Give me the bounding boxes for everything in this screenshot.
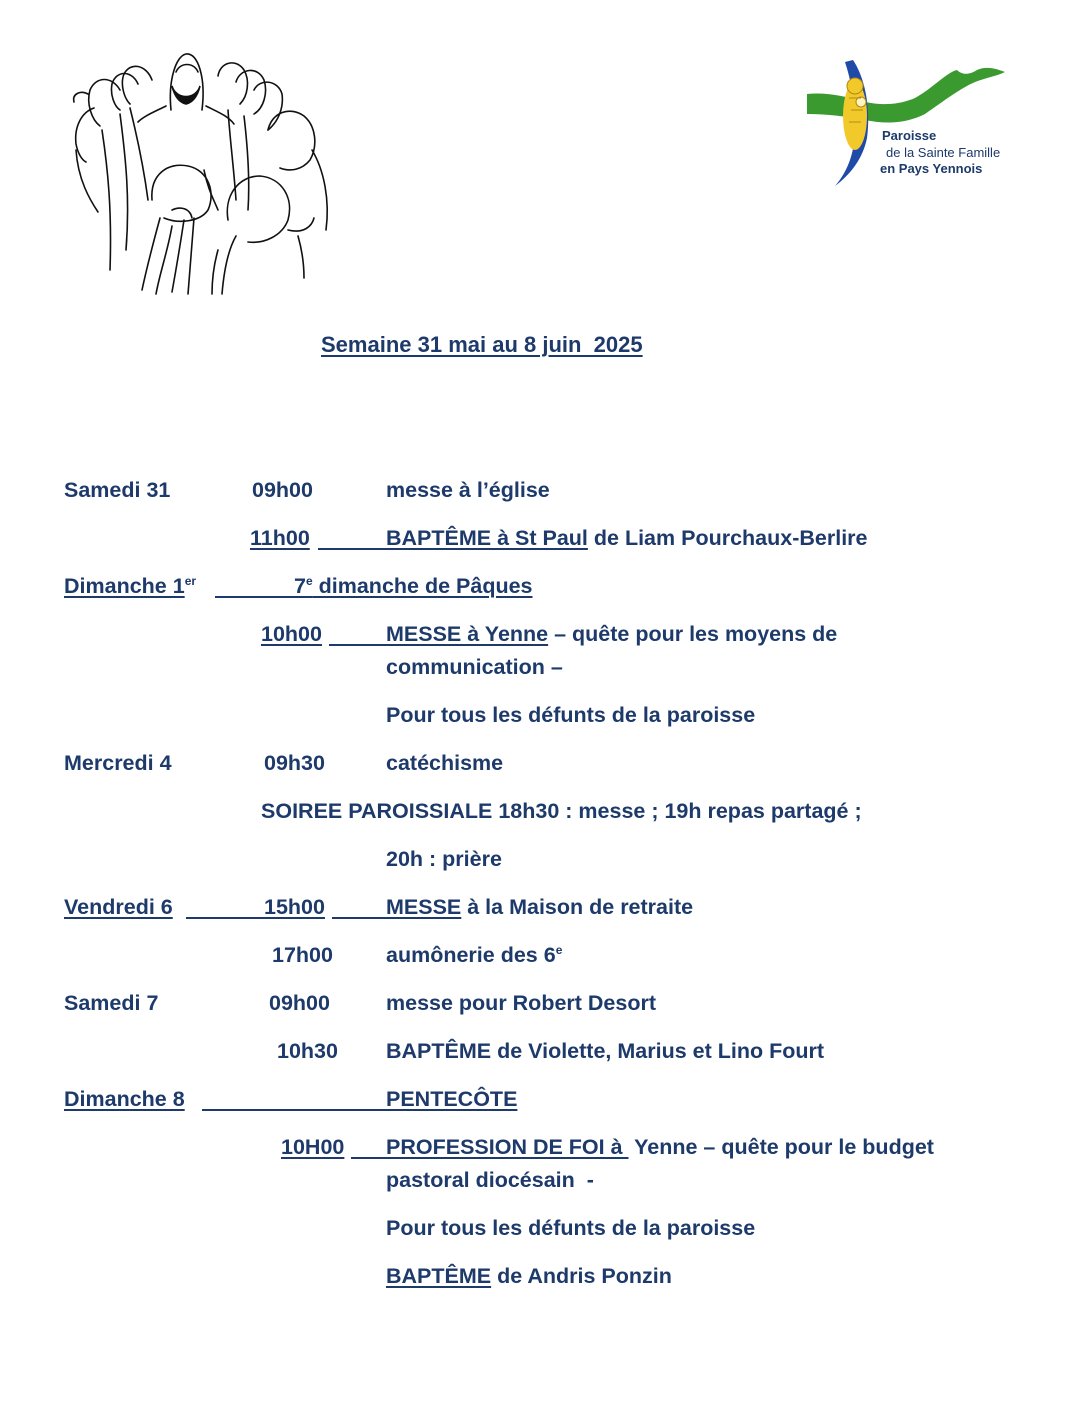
underline-rule bbox=[329, 644, 386, 646]
underline-rule bbox=[332, 917, 386, 919]
day-label-vendredi-6: Vendredi 6 bbox=[64, 895, 173, 919]
logo-line-1: Paroisse bbox=[882, 128, 937, 143]
jesus-with-disciples-drawing-icon bbox=[68, 50, 333, 295]
dim8-liturgical-title: PENTECÔTE bbox=[386, 1087, 518, 1111]
day-label-dimanche-8: Dimanche 8 bbox=[64, 1087, 185, 1111]
day-label-mercredi-4: Mercredi 4 bbox=[64, 751, 172, 775]
event-dim1-1-line2: communication – bbox=[386, 655, 563, 679]
event-dim1-1 bbox=[386, 621, 837, 647]
dim1-title-sup: e bbox=[305, 573, 313, 588]
time-ven6-2: 17h00 bbox=[272, 943, 333, 967]
event-dim1-1-rest: – quête pour les moyens de bbox=[548, 622, 838, 646]
parish-logo-text bbox=[882, 128, 1000, 178]
event-dim8-1-line3: Pour tous les défunts de la paroisse bbox=[386, 1216, 756, 1240]
event-dim1-1-underlined: MESSE à Yenne bbox=[386, 622, 549, 646]
event-dim8-2-rest: de Andris Ponzin bbox=[491, 1264, 672, 1288]
event-sam31-1: messe à l’église bbox=[386, 478, 550, 502]
time-ven6-1: 15h00 bbox=[264, 895, 325, 919]
dim1-liturgical-title bbox=[294, 573, 533, 599]
event-dim8-1-rest: Yenne – quête pour le budget bbox=[628, 1135, 934, 1159]
time-sam31-1: 09h00 bbox=[252, 478, 313, 502]
event-sam31-2-rest: de Liam Pourchaux-Berlire bbox=[587, 526, 868, 550]
event-dim8-2-underlined: BAPTÊME bbox=[386, 1264, 492, 1288]
event-ven6-2-sup: e bbox=[555, 942, 563, 957]
logo-line-3: en Pays Yennois bbox=[880, 161, 983, 176]
event-ven6-2 bbox=[386, 942, 562, 968]
event-sam31-2 bbox=[386, 525, 868, 551]
time-dim8-1: 10H00 bbox=[281, 1135, 345, 1159]
logo-line-2: de la Sainte Famille bbox=[886, 144, 1001, 160]
time-dim1-1: 10h00 bbox=[261, 622, 322, 646]
dim1-title-pre: 7 bbox=[294, 574, 306, 598]
event-dim1-1-line3: Pour tous les défunts de la paroisse bbox=[386, 703, 756, 727]
time-sam7-2: 10h30 bbox=[277, 1039, 338, 1063]
underline-rule bbox=[215, 596, 295, 598]
underline-rule bbox=[202, 1109, 386, 1111]
event-dim8-1-line2: pastoral diocésain - bbox=[386, 1168, 594, 1192]
day-label-dimanche-1 bbox=[64, 573, 196, 599]
event-mer4-1: catéchisme bbox=[386, 751, 504, 775]
event-ven6-1-rest: à la Maison de retraite bbox=[461, 895, 694, 919]
day-label-samedi-31: Samedi 31 bbox=[64, 478, 171, 502]
dim1-title-post: dimanche de Pâques bbox=[312, 574, 533, 598]
event-sam7-2: BAPTÊME de Violette, Marius et Lino Fourt bbox=[386, 1039, 824, 1063]
event-mer4-2-line2: 20h : prière bbox=[386, 847, 502, 871]
time-sam31-2: 11h00 bbox=[250, 526, 310, 550]
time-sam7-1: 09h00 bbox=[269, 991, 330, 1015]
underline-rule bbox=[186, 917, 264, 919]
event-dim8-2 bbox=[386, 1263, 672, 1289]
event-dim8-1-underlined: PROFESSION DE FOI à bbox=[386, 1135, 629, 1159]
event-mer4-2: SOIREE PAROISSIALE 18h30 : messe ; 19h repas partagé ; bbox=[261, 799, 862, 823]
page-title: Semaine 31 mai au 8 juin 2025 bbox=[321, 332, 643, 357]
underline-rule bbox=[318, 548, 386, 550]
day-label-samedi-7: Samedi 7 bbox=[64, 991, 159, 1015]
event-sam7-1: messe pour Robert Desort bbox=[386, 991, 657, 1015]
event-ven6-2-text: aumônerie des 6 bbox=[386, 943, 556, 967]
dim1-day-text: Dimanche 1 bbox=[64, 574, 185, 598]
underline-rule bbox=[351, 1157, 386, 1159]
event-ven6-1 bbox=[386, 894, 693, 920]
time-mer4-1: 09h30 bbox=[264, 751, 325, 775]
event-sam31-2-underlined: BAPTÊME à St Paul bbox=[386, 526, 588, 550]
dim1-day-sup: er bbox=[184, 573, 197, 588]
event-dim8-1 bbox=[386, 1134, 934, 1160]
event-ven6-1-underlined: MESSE bbox=[386, 895, 462, 919]
